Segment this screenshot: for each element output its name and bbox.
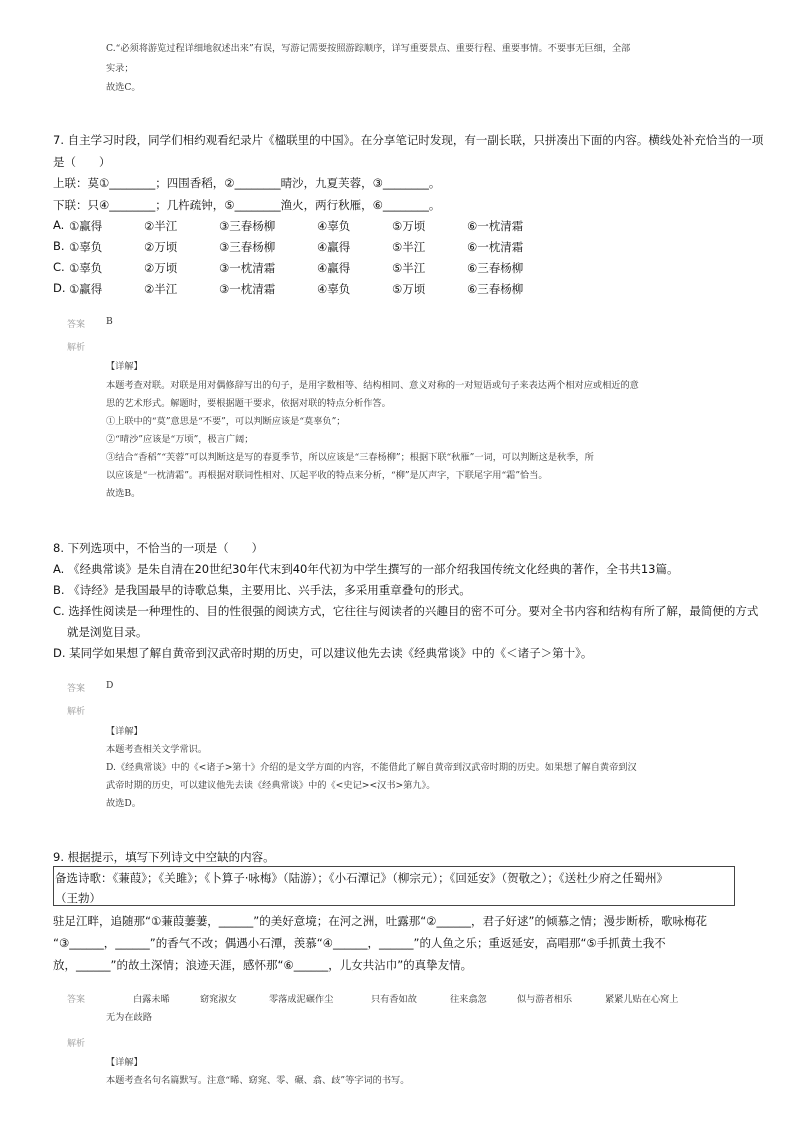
answer-value: 似与游者相乐 [517, 994, 573, 1005]
candidate-poems-cont: （王勃） [55, 891, 101, 905]
detail-line: 故选B。 [106, 488, 141, 499]
detail-line: 武帝时期的历史，可以建议他先去读《经典常谈》中的《<史记><汉书>第九》。 [106, 780, 436, 791]
answer-label: 答案 [67, 684, 86, 694]
option-item: ④辜负 [317, 219, 351, 233]
option-item: ⑥一枕清霜 [467, 240, 524, 254]
answer-value: 紧紧儿贴在心窝上 [605, 994, 679, 1005]
detail-line: 本题考查相关文学常识。 [106, 744, 208, 755]
prev-explanation-line: 故选C。 [106, 82, 141, 93]
option-item: ⑥三春杨柳 [467, 261, 524, 275]
q8-option-d[interactable]: D. 某同学如果想了解自黄帝到汉武帝时期的历史，可以建议他先去读《经典常谈》中的《＜诸子＞第十》。 [53, 646, 593, 660]
answer-value: 零落成泥碾作尘 [269, 994, 334, 1005]
analysis-label: 解析 [67, 343, 86, 353]
q9-text: 驻足江畔，追随那“①蒹葭萋萋，______”的美好意境；在河之洲，吐露那“②______，君子好逑”的倾慕之情；漫步断桥，歌咏梅花 [53, 914, 707, 928]
detail-line: ③结合“香稻”“芙蓉”可以判断这是写的春夏季节，所以应该是“三春杨柳”；根据下联“秋雁”一词，可以判断这是秋季，所 [106, 452, 594, 463]
answer-label: 答案 [67, 320, 86, 330]
option-item: ③一枕清霜 [219, 261, 276, 275]
option-item: ①辜负 [69, 240, 103, 254]
q8-option-a[interactable]: A. 《经典常谈》是朱自清在20世纪30年代末到40年代初为中学生撰写的一部介绍我国传统文化经典的著作，全书共13篇。 [53, 562, 679, 576]
analysis-label: 解析 [67, 1039, 86, 1049]
q9-text: “③______，______”的香气不改；偶遇小石潭，羡慕“④______，______”的人鱼之乐；重返延安，高唱那“⑤手抓黄土我不 [53, 936, 666, 950]
option-item: ⑤万顷 [392, 282, 426, 296]
answer-value: 往来翕忽 [450, 994, 487, 1005]
answer-value: 只有香如故 [371, 994, 417, 1005]
q8-stem: 8. 下列选项中，不恰当的一项是（ ） [53, 541, 264, 555]
prev-explanation-line: C.“必须将游览过程详细地叙述出来”有误，写游记需要按照游踪顺序，详写重要景点、重要行程、重要事情。不要事无巨细，全部 [106, 43, 631, 54]
option-item: ②万顷 [144, 261, 178, 275]
option-item: ①赢得 [69, 282, 103, 296]
option-letter: C. [53, 260, 65, 274]
option-letter: D. [53, 281, 66, 295]
detail-line: 故选D。 [106, 798, 141, 809]
option-item: ④赢得 [317, 261, 351, 275]
option-item: ②万顷 [144, 240, 178, 254]
detail-line: D.《经典常谈》中的《<诸子>第十》介绍的是文学方面的内容，不能借此了解自黄帝到汉武帝时期的历史。如果想了解自黄帝到汉 [106, 762, 637, 773]
analysis-label: 解析 [67, 707, 86, 717]
q7-stem: 是（ ） [53, 155, 111, 169]
option-letter: B. [53, 239, 65, 253]
detail-title: 【详解】 [106, 726, 143, 737]
answer-value: D [106, 680, 114, 691]
detail-line: ②“晴沙”应该是“万顷”，极言广阔； [106, 434, 254, 445]
option-item: ⑤半江 [392, 261, 426, 275]
option-item: ②半江 [144, 282, 178, 296]
detail-line: 思的艺术形式。解题时，要根据题干要求，依据对联的特点分析作答。 [106, 398, 391, 409]
option-item: ④赢得 [317, 240, 351, 254]
q9-stem: 9. 根据提示，填写下列诗文中空缺的内容。 [53, 850, 275, 864]
q8-option-c[interactable]: C. 选择性阅读是一种理性的、目的性很强的阅读方式，它往往与阅读者的兴趣目的密不可分。要对全书内容和结构有所了解，最简便的方式 [53, 604, 759, 618]
answer-value: 白露未晞 [133, 994, 170, 1005]
option-item: ①辜负 [69, 261, 103, 275]
q7-upper-couplet: 上联：莫①________；四围香稻，②________晴沙，九夏芙蓉，③________。 [53, 176, 441, 190]
option-item: ③三春杨柳 [219, 240, 276, 254]
candidate-poems: 备选诗歌：《蒹葭》；《关雎》；《卜算子·咏梅》（陆游）；《小石潭记》（柳宗元）；《回延安》（贺敬之）；《送杜少府之任蜀州》 [55, 871, 669, 885]
detail-line: 本题考查对联。对联是用对偶修辞写出的句子，是用字数相等、结构相同、意义对称的一对短语或句子来表达两个相对应或相近的意 [106, 380, 639, 391]
option-item: ⑤万顷 [392, 219, 426, 233]
option-item: ⑥三春杨柳 [467, 282, 524, 296]
answer-label: 答案 [67, 995, 86, 1005]
option-item: ③三春杨柳 [219, 219, 276, 233]
option-item: ②半江 [144, 219, 178, 233]
option-item: ⑥一枕清霜 [467, 219, 524, 233]
option-item: ⑤半江 [392, 240, 426, 254]
q7-lower-couplet: 下联：只④________；几杵疏钟，⑤________渔火，两行秋雁，⑥________。 [53, 198, 441, 212]
q8-option-b[interactable]: B. 《诗经》是我国最早的诗歌总集，主要用比、兴手法，多采用重章叠句的形式。 [53, 583, 471, 597]
prev-explanation-line: 实录； [106, 63, 134, 74]
answer-value: 窈窕淑女 [200, 994, 237, 1005]
option-item: ④辜负 [317, 282, 351, 296]
detail-line: ①上联中的“莫”意思是“不要”，可以判断应该是“莫辜负”； [106, 416, 346, 427]
detail-title: 【详解】 [106, 361, 143, 372]
q7-stem: 7. 自主学习时段，同学们相约观看纪录片《楹联里的中国》。在分享笔记时发现，有一副长联，只拼凑出下面的内容。横线处补充恰当的一项 [53, 133, 764, 147]
option-item: ③一枕清霜 [219, 282, 276, 296]
answer-value: B [106, 316, 113, 327]
detail-line: 本题考查名句名篇默写。注意“晞、窈窕、零、碾、翕、歧”等字词的书写。 [106, 1075, 410, 1086]
option-letter: A. [53, 218, 65, 232]
detail-line: 以应该是“一枕清霜”。再根据对联词性相对、仄起平收的特点来分析，“柳”是仄声字，下联尾字用“霜”恰当。 [106, 470, 548, 481]
answer-value: 无为在歧路 [106, 1012, 152, 1023]
detail-title: 【详解】 [106, 1057, 143, 1068]
q9-text: 放，______”的故土深情；浪迹天涯，感怀那“⑥______，儿女共沾巾”的真挚友情。 [53, 958, 473, 972]
q8-option-c-cont: 就是浏览目录。 [67, 625, 148, 639]
option-item: ①赢得 [69, 219, 103, 233]
